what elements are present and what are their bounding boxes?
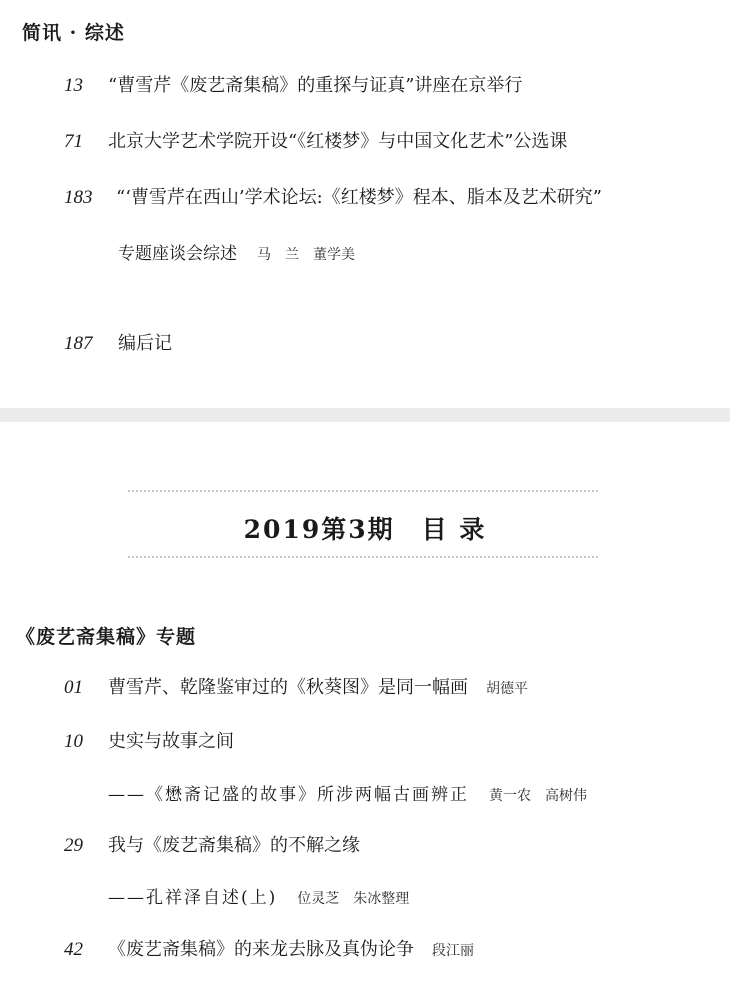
entry-authors: 黄一农 高树伟 xyxy=(489,788,587,804)
entry-subtitle: ——《懋斋记盛的故事》所涉两幅古画辨正 xyxy=(108,785,469,805)
toc-entry[interactable] xyxy=(64,676,528,701)
page-number: 13 xyxy=(64,75,83,96)
entry-subtitle-line xyxy=(108,783,587,808)
entry-subtitle: 专题座谈会综述 xyxy=(118,244,237,264)
entry-subtitle-line xyxy=(118,242,355,267)
page-number: 71 xyxy=(64,131,83,152)
section-heading-special-topic: 《废艺斋集稿》专题 xyxy=(16,626,197,648)
toc-entry[interactable] xyxy=(64,74,522,98)
entry-subtitle: ——孔祥泽自述(上) xyxy=(108,888,278,908)
entry-title: 史实与故事之间 xyxy=(108,731,234,752)
entry-title: 曹雪芹、乾隆鉴审过的《秋葵图》是同一幅画 xyxy=(108,677,468,698)
entry-title: “‘曹雪芹在西山’学术论坛:《红楼梦》程本、脂本及艺术研究” xyxy=(116,187,602,208)
page-number: 183 xyxy=(64,187,93,208)
page-number: 42 xyxy=(64,939,83,960)
entry-title: 《废艺斋集稿》的来龙去脉及真伪论争 xyxy=(108,939,414,960)
entry-title: 北京大学艺术学院开设“《红楼梦》与中国文化艺术”公选课 xyxy=(108,131,568,152)
entry-author: 段江丽 xyxy=(432,943,474,959)
toc-entry[interactable] xyxy=(64,730,234,754)
toc-entry[interactable] xyxy=(64,332,172,356)
title-rule-top xyxy=(128,490,598,492)
page-number: 29 xyxy=(64,835,83,856)
entry-title: 我与《废艺斋集稿》的不解之缘 xyxy=(108,835,360,856)
toc-entry[interactable] xyxy=(64,938,474,963)
entry-title: 编后记 xyxy=(118,333,172,354)
title-rule-bottom xyxy=(128,556,598,558)
page-number: 01 xyxy=(64,677,83,698)
entry-authors: 位灵芝 朱冰整理 xyxy=(297,891,410,907)
page-separator xyxy=(0,408,730,422)
section-heading-news: 简讯 · 综述 xyxy=(22,22,125,44)
page-number: 10 xyxy=(64,731,83,752)
toc-entry[interactable] xyxy=(64,186,602,210)
entry-author: 胡德平 xyxy=(486,681,528,697)
entry-subtitle-line xyxy=(108,886,409,911)
toc-entry[interactable] xyxy=(64,130,567,154)
page-number: 187 xyxy=(64,333,93,354)
toc-entry[interactable] xyxy=(64,834,360,858)
entry-title: “曹雪芹《废艺斋集稿》的重探与证真”讲座在京举行 xyxy=(108,75,523,96)
entry-authors: 马 兰 董学美 xyxy=(257,247,355,263)
toc-title: 2019第3期 目 录 xyxy=(243,515,487,544)
